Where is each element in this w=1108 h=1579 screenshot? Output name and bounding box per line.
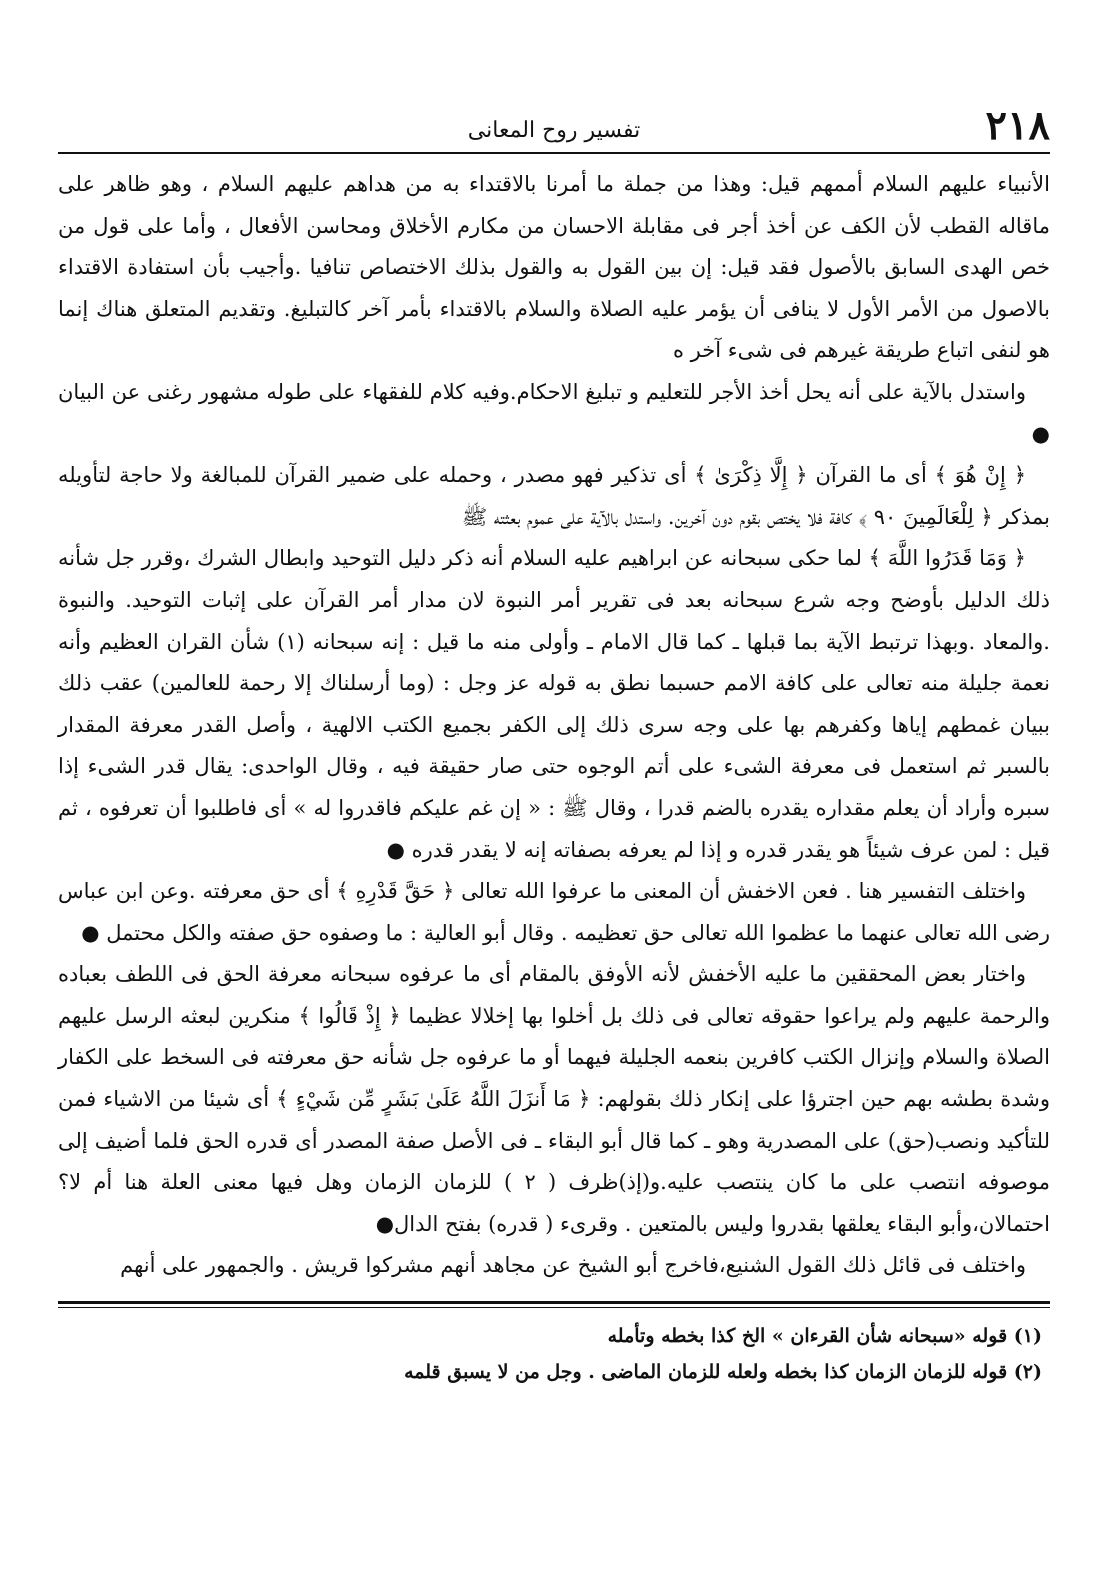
paragraph: واختلف التفسير هنا . فعن الاخفش أن المعنى ما عرفوا الله تعالى ﴿ حَقَّ قَدْرِهِ ﴾ أى حق معرفته .وعن ابن عباس رضى الله تعالى عنهما ما عظموا الله تعالى حق تعظيمه . وقال أبو العالية : ما وصفوه حق صفته والكل محتمل ●	[58, 879, 1050, 945]
paragraph: واختلف فى قائل ذلك القول الشنيع،فاخرج أبو الشيخ عن مجاهد أنهم مشركوا قريش . والجمهور على أنهم	[120, 1253, 1026, 1278]
footnote-rule	[58, 1301, 1050, 1304]
header-rule	[58, 152, 1050, 154]
paragraph: واختار بعض المحققين ما عليه الأخفش لأنه الأوفق بالمقام أى ما عرفوه سبحانه معرفة الحق فى اللطف بعباده والرحمة عليهم ولم يراعوا حقوقه تعالى فى ذلك بل أخلوا بها إخلالا عظيما ﴿ إِذْ قَالُوا ﴾ منكرين لبعثه الرسل عليهم الصلاة والسلام وإنزال الكتب كافرين بنعمه الجليلة فيهما أو ما عرفوه جل شأنه حق معرفته فى السخط على الكفار وشدة بطشه بهم حين اجترؤا على إنكار ذلك بقولهم: ﴿ مَا أَنزَلَ اللَّهُ عَلَىٰ بَشَرٍ مِّن شَيْءٍ ﴾ أى شيئا من الاشياء فمن للتأكيد ونصب(حق) على المصدرية وهو ـ كما قال أبو البقاء ـ فى الأصل صفة المصدر أى قدره الحق فلما أضيف إلى موصوفه انتصب على ما كان ينتصب عليه.و(إذ)ظرف ( ٢ ) للزمان الزمان وهل فيها معنى العلة هنا أم لا؟ احتمالان،وأبو البقاء يعلقها بقدروا وليس بالمتعين . وقرىء ( قدره) بفتح الدال●	[58, 962, 1050, 1236]
footnotes	[58, 1318, 1050, 1390]
footnote: (٢) قوله للزمان الزمان كذا بخطه ولعله للزمان الماضى . وجل من لا يسبق قلمه	[404, 1361, 1042, 1384]
footnote-rule-thin	[58, 1307, 1050, 1308]
page-header	[58, 100, 1050, 148]
paragraph: واستدل بالآية على أنه يحل أخذ الأجر للتعليم و تبليغ الاحكام.وفيه كلام للفقهاء على طوله مشهور رغنى عن البيان ●	[58, 379, 1050, 446]
running-title: تفسير روح المعانى	[467, 118, 641, 143]
paragraph: الأنبياء عليهم السلام أممهم قيل: وهذا من جملة ما أمرنا بالاقتداء به من هداهم عليهم السلام ، وهو ظاهر على ماقاله القطب لأن الكف عن أخذ أجر فى مقابلة الاحسان من مكارم الأخلاق ومحاسن الأفعال ، وأما على قول من خص الهدى السابق بالأصول فقد قيل: إن بين القول به والقول بذلك الاختصاص تنافيا .وأجيب بأن استفادة الاقتداء بالاصول من الأمر الأول لا ينافى أن يؤمر عليه الصلاة والسلام بالاقتداء بأمر آخر كالتبليغ. وتقديم المتعلق هناك إنما هو لنفى اتباع طريقة غيرهم فى شىء آخر ه	[58, 172, 1050, 363]
paragraph: ﴿ وَمَا قَدَرُوا اللَّهَ ﴾ لما حكى سبحانه عن ابراهيم عليه السلام أنه ذكر دليل التوحيد وابطال الشرك ،وقرر جل شأنه ذلك الدليل بأوضح وجه شرع سبحانه بعد فى تقرير أمر النبوة لان مدار أمر القرآن على إثبات التوحيد. والنبوة .والمعاد .وبهذا ترتبط الآية بما قبلها ـ كما قال الامام ـ وأولى منه ما قيل : إنه سبحانه (١) شأن القران العظيم وأنه نعمة جليلة منه تعالى على كافة الامم حسبما نطق به قوله عز وجل : (وما أرسلناك إلا رحمة للعالمين) عقب ذلك ببيان غمطهم إياها وكفرهم بها على وجه سرى ذلك إلى الكفر بجميع الكتب الالهية ، وأصل القدر معرفة المقدار بالسبر ثم استعمل فى معرفة الشىء على أتم الوجوه حتى صار حقيقة فيه ، وقال الواحدى: يقال قدر الشىء إذا سبره وأراد أن يعلم مقداره يقدره بالضم قدرا ، وقال ﷺ : « إن غم عليكم فاقدروا له » أى فاطلبوا أن تعرفوه ، ثم قيل : لمن عرف شيئاً هو يقدر قدره و إذا لم يعرفه بصفاته إنه لا يقدر قدره ●	[58, 546, 1050, 862]
main-text	[58, 164, 1050, 1287]
page-number: ٢١٨	[985, 102, 1050, 149]
paragraph: ﴿ إِنْ هُوَ ﴾ أى ما القرآن ﴿ إِلَّا ذِكْرَىٰ ﴾ أى تذكير فهو مصدر ، وحمله على ضمير القرآن للمبالغة ولا حاجة لتأويله بمذكر ﴿ لِلْعَالَمِينَ ٩٠ ﴾ كافة فلا يختص بقوم دون آخرين. واستدل بالآية على عموم بعثته ﷺ	[58, 463, 1050, 529]
footnote: (١) قوله «سبحانه شأن القرءان » الخ كذا بخطه وتأمله	[607, 1325, 1042, 1348]
